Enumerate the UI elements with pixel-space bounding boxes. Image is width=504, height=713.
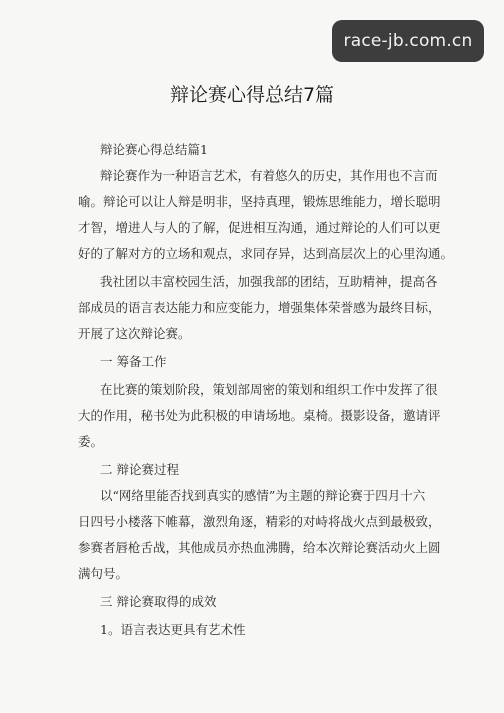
- watermark: race-jb.com.cn: [332, 20, 484, 62]
- paragraph-line: 喻。辩论可以让人辩是明非，坚持真理，锻炼思维能力，增长聪明: [78, 194, 441, 209]
- paragraph-line: 日四号小楼落下帷幕，激烈角逐，精彩的对峙将战火点到最极致，: [78, 514, 441, 529]
- section-heading: 二 辩论赛过程: [100, 462, 179, 477]
- paragraph-line: 以“网络里能否找到真实的感情”为主题的辩论赛于四月十六: [100, 488, 426, 503]
- paragraph-line: 好的了解对方的立场和观点，求同存异，达到高层次上的心里沟通。: [78, 246, 454, 261]
- paragraph-line: 委。: [78, 434, 104, 449]
- paragraph-line: 参赛者唇枪舌战，其他成员亦热血沸腾，给本次辩论赛活动火上圆: [78, 540, 441, 555]
- paragraph-line: 才智，增进人与人的了解，促进相互沟通，通过辩论的人们可以更: [78, 220, 441, 235]
- paragraph-line: 部成员的语言表达能力和应变能力，增强集体荣誉感为最终目标，: [78, 300, 441, 315]
- paragraph-line: 开展了这次辩论赛。: [78, 326, 191, 341]
- section-heading: 辩论赛心得总结篇1: [100, 142, 208, 157]
- paragraph-line: 辩论赛作为一种语言艺术，有着悠久的历史，其作用也不言而: [100, 168, 438, 183]
- paragraph-line: 满句号。: [78, 566, 129, 581]
- section-heading: 一 筹备工作: [100, 354, 167, 369]
- paragraph-line: 在比赛的策划阶段，策划部周密的策划和组织工作中发挥了很: [100, 382, 438, 397]
- section-heading: 三 辩论赛取得的成效: [100, 594, 217, 609]
- paragraph-line: 我社团以丰富校园生活，加强我部的团结，互助精神，提高各: [100, 274, 438, 289]
- page-title: 辩论赛心得总结7篇: [169, 84, 335, 106]
- subsection-heading: 1。语言表达更具有艺术性: [100, 622, 246, 637]
- paragraph-line: 大的作用，秘书处为此积极的申请场地。桌椅。摄影设备，邀请评: [78, 408, 441, 423]
